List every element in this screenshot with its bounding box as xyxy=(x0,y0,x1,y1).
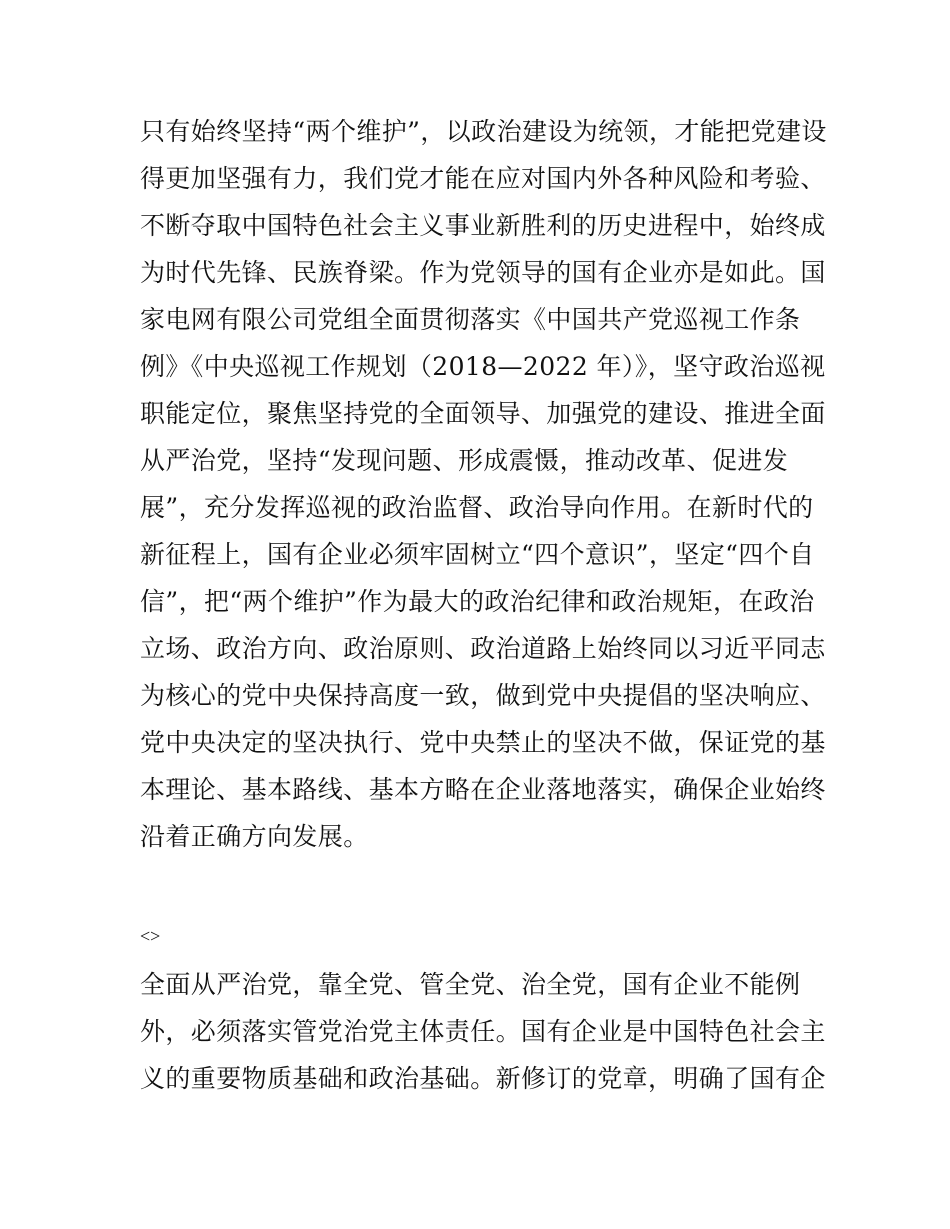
text-line: 职能定位，聚焦坚持党的全面领导、加强党的建设、推进全面 xyxy=(140,399,826,428)
text-line: 全面从严治党，靠全党、管全党、治全党，国有企业不能例 xyxy=(140,970,801,999)
text-line: 为核心的党中央保持高度一致，做到党中央提倡的坚决响应、 xyxy=(140,681,826,710)
text-line: 得更加坚强有力，我们党才能在应对国内外各种风险和考验、 xyxy=(140,164,826,193)
paragraph-2 xyxy=(140,961,826,1102)
text-line: 党中央决定的坚决执行、党中央禁止的坚决不做，保证党的基 xyxy=(140,728,826,757)
text-line: 沿着正确方向发展。 xyxy=(140,822,369,851)
text-line: 新征程上，国有企业必须牢固树立“四个意识”，坚定“四个自 xyxy=(140,540,815,569)
text-line: 例》《中央巡视工作规划（2018—2022 年）》，坚守政治巡视 xyxy=(140,352,826,381)
text-line: 信”，把“两个维护”作为最大的政治纪律和政治规矩，在政治 xyxy=(140,587,815,616)
text-line: 从严治党，坚持“发现问题、形成震慑，推动改革、促进发 xyxy=(140,446,789,475)
text-line: 本理论、基本路线、基本方略在企业落地落实，确保企业始终 xyxy=(140,775,826,804)
text-line: 为时代先锋、民族脊梁。作为党领导的国有企业亦是如此。国 xyxy=(140,258,826,287)
text-line: 义的重要物质基础和政治基础。新修订的党章，明确了国有企 xyxy=(140,1064,826,1093)
text-line: 不断夺取中国特色社会主义事业新胜利的历史进程中，始终成 xyxy=(140,211,826,240)
text-line: 立场、政治方向、政治原则、政治道路上始终同以习近平同志 xyxy=(140,634,826,663)
text-line: 展”，充分发挥巡视的政治监督、政治导向作用。在新时代的 xyxy=(140,493,814,522)
text-line: 外，必须落实管党治党主体责任。国有企业是中国特色社会主 xyxy=(140,1017,826,1046)
section-marker: <> xyxy=(140,926,161,946)
text-line: 家电网有限公司党组全面贯彻落实《中国共产党巡视工作条 xyxy=(140,305,801,334)
paragraph-1 xyxy=(140,108,827,860)
text-line: 只有始终坚持“两个维护”，以政治建设为统领，才能把党建设 xyxy=(140,117,827,146)
